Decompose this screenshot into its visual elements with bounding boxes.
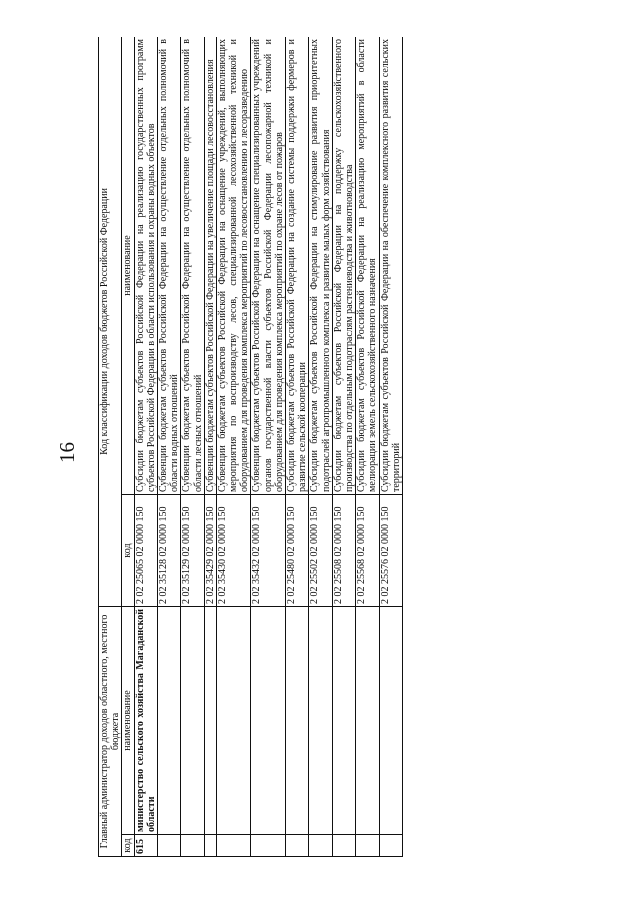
code-header: код	[122, 495, 134, 607]
admin-name: министерство сельского хозяйства Магаданской области	[134, 607, 157, 835]
classification-header: Код классификации доходов бюджетов Российской Федерации	[99, 37, 122, 607]
table-row	[204, 37, 216, 857]
row-code: 2 02 25065 02 0000 150	[134, 495, 157, 607]
row-name: Субвенции бюджетам субъектов Российской Федерации на оснащение специализированных учреждений органов государственной власти субъектов Российской Федерации лесопожарной техникой и оборудованием для проведения комплекса мероприятий по охране лесов от пожаров	[251, 37, 286, 495]
rotated-table-content	[98, 37, 553, 857]
header-row-sub	[122, 37, 134, 857]
row-code: 2 02 25576 02 0000 150	[379, 495, 402, 607]
table-row	[286, 37, 309, 857]
header-row-top	[99, 37, 122, 857]
row-name: Субсидии бюджетам субъектов Российской Федерации на стимулирование развития приоритетных подотраслей агропромышленного комплекса и развитие малых форм хозяйствования	[309, 37, 332, 495]
row-name: Субсидии бюджетам субъектов Российской Федерации на поддержку сельскохозяйственного производства по отдельным подотраслям растениеводства и животноводства	[332, 37, 355, 495]
row-code: 2 02 35128 02 0000 150	[157, 495, 180, 607]
table-row	[216, 37, 251, 857]
admin-code-empty	[216, 835, 251, 857]
row-name: Субвенции бюджетам субъектов Российской Федерации на осуществление отдельных полномочий в области водных отношений	[157, 37, 180, 495]
admin-name-empty	[216, 607, 251, 835]
admin-code-empty	[251, 835, 286, 857]
admin-code-empty	[356, 835, 379, 857]
row-code: 2 02 25568 02 0000 150	[356, 495, 379, 607]
income-classification-table	[98, 37, 403, 857]
row-name: Субвенции бюджетам субъектов Российской Федерации на оснащение учреждений, выполняющих мероприятия по воспроизводству лесов, специализированной лесохозяйственной техникой и оборудованием для проведения комплекса мероприятий по лесовосстановлению и лесоразведению	[216, 37, 251, 495]
row-name: Субвенции бюджетам субъектов Российской Федерации на осуществление отдельных полномочий в области лесных отношений	[181, 37, 204, 495]
table-row	[251, 37, 286, 857]
page-number: 16	[55, 442, 79, 463]
row-name: Субсидии бюджетам субъектов Российской Федерации на создание системы поддержки фермеров и развитие сельской кооперации	[286, 37, 309, 495]
row-code: 2 02 25480 02 0000 150	[286, 495, 309, 607]
admin-code-empty	[286, 835, 309, 857]
admin-name-empty	[309, 607, 332, 835]
row-code: 2 02 35129 02 0000 150	[181, 495, 204, 607]
table-row	[134, 37, 157, 857]
table-row	[157, 37, 180, 857]
row-name: Субсидии бюджетам субъектов Российской Федерации на реализацию мероприятий в области мелиорации земель сельскохозяйственного назначения	[356, 37, 379, 495]
admin-name-empty	[379, 607, 402, 835]
row-code: 2 02 35430 02 0000 150	[216, 495, 251, 607]
admin-code-empty	[157, 835, 180, 857]
admin-name-empty	[332, 607, 355, 835]
admin-name-empty	[204, 607, 216, 835]
admin-code-header: код	[122, 835, 134, 857]
row-code: 2 02 25502 02 0000 150	[309, 495, 332, 607]
document-table-frame	[98, 37, 553, 857]
table-row	[379, 37, 402, 857]
table-row	[332, 37, 355, 857]
admin-name-empty	[181, 607, 204, 835]
admin-code-empty	[309, 835, 332, 857]
admin-code-empty	[204, 835, 216, 857]
table-row	[309, 37, 332, 857]
admin-name-empty	[251, 607, 286, 835]
row-code: 2 02 25508 02 0000 150	[332, 495, 355, 607]
admin-code: 615	[134, 835, 157, 857]
name-header: наименование	[122, 37, 134, 495]
admin-code-empty	[181, 835, 204, 857]
table-row	[181, 37, 204, 857]
row-code: 2 02 35429 02 0000 150	[204, 495, 216, 607]
admin-code-empty	[379, 835, 402, 857]
admin-name-empty	[286, 607, 309, 835]
row-code: 2 02 35432 02 0000 150	[251, 495, 286, 607]
row-name: Субвенции бюджетам субъектов Российской Федерации на увеличение площади лесовосстановления	[204, 37, 216, 495]
admin-name-empty	[157, 607, 180, 835]
table-row	[356, 37, 379, 857]
admin-name-empty	[356, 607, 379, 835]
admin-code-empty	[332, 835, 355, 857]
row-name: Субсидии бюджетам субъектов Российской Федерации на реализацию государственных программ субъектов Российской Федерации в области использования и охраны водных объектов	[134, 37, 157, 495]
admin-header: Главный администратор доходов областного, местного бюджета	[99, 607, 122, 857]
row-name: Субсидии бюджетам субъектов Российской Федерации на обеспечение комплексного развития сельских территорий	[379, 37, 402, 495]
admin-name-header: наименование	[122, 607, 134, 835]
